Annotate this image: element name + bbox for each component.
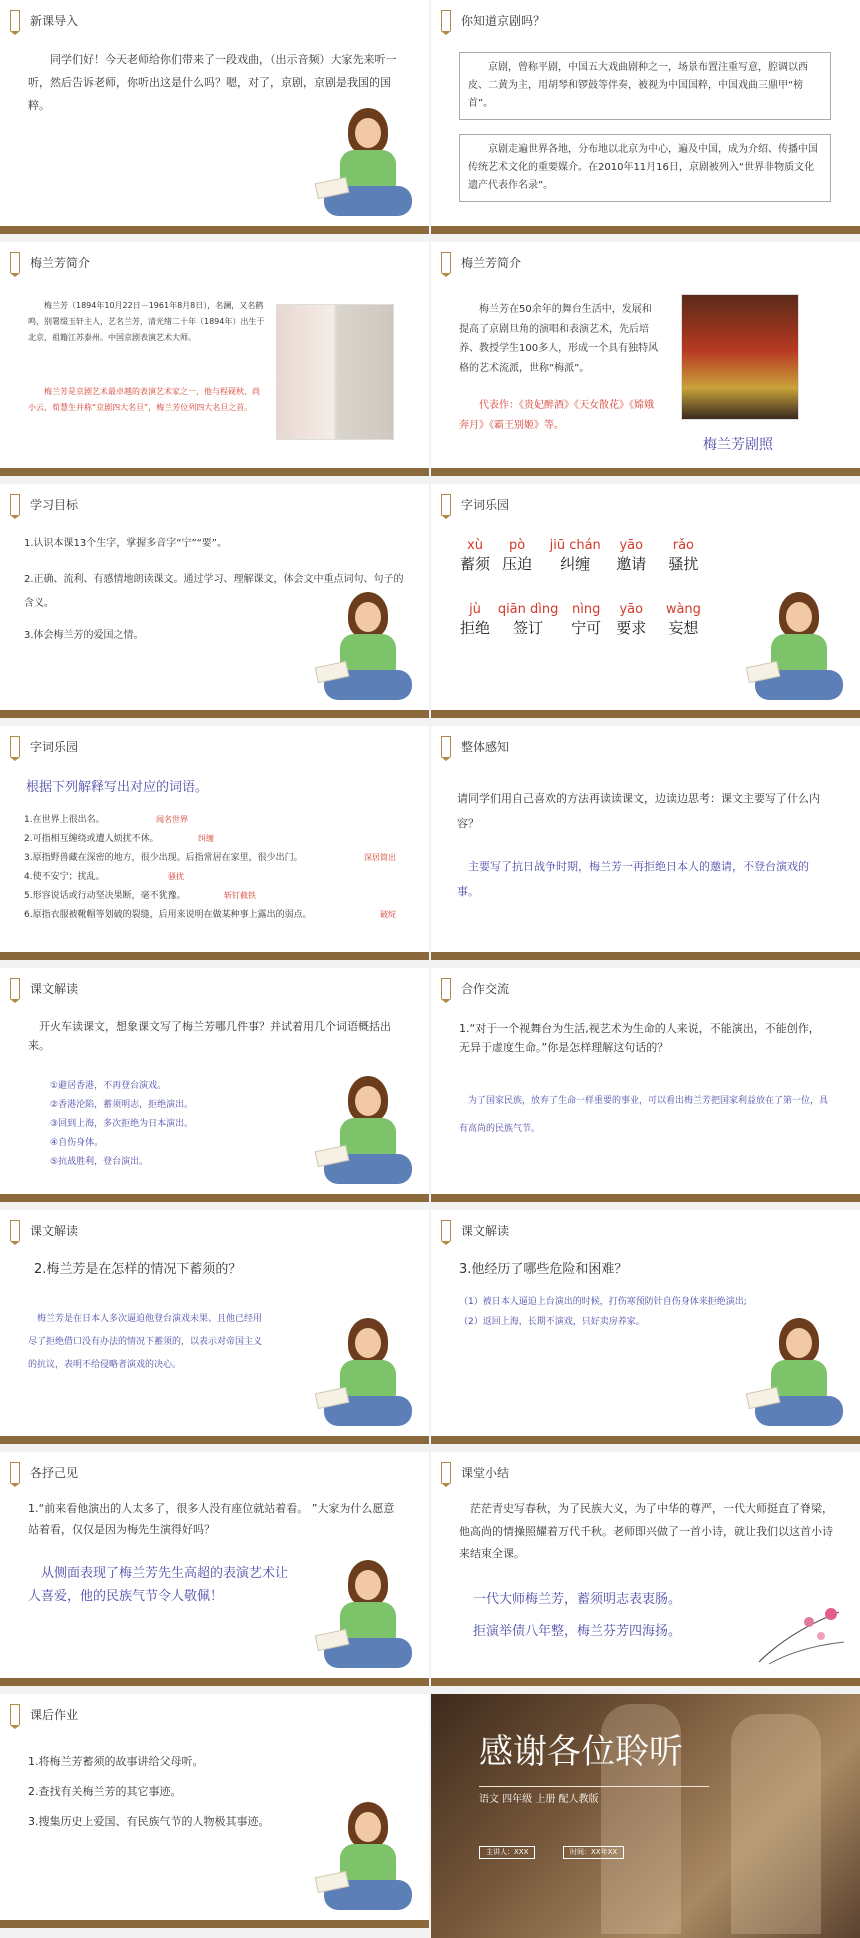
slide-header <box>441 494 509 515</box>
slide-header <box>441 252 521 273</box>
answer-text: 梅兰芳是在日本人多次逼迫他登台演戏未果、且他已经用尽了拒绝借口没有办法的情况下蓄须的，以表示对帝国主义的抗议，表明不给侵略者演戏的决心。 <box>28 1314 263 1370</box>
slide-mei-intro-1 <box>0 242 429 476</box>
slide-header <box>10 978 78 999</box>
slide-title: 合作交流 <box>461 982 510 996</box>
info-box: 京剧走遍世界各地，分布地以北京为中心，遍及中国，成为介绍、传播中国传统艺术文化的重要媒介。在2010年11月16日，京剧被列入“世界非物质文化遗产代表作名录”。 <box>459 134 831 202</box>
answer-text: 为了国家民族，放弃了生命一样重要的事业，可以看出梅兰芳把国家利益放在了第一位，具有高尚的民族气节。 <box>459 1096 829 1134</box>
slide-intro <box>0 0 429 234</box>
slide-homework <box>0 1694 429 1928</box>
event-item: ③回到上海，多次拒绝为日本演出。 <box>50 1119 194 1129</box>
bookmark-icon <box>441 736 451 757</box>
bookmark-icon <box>10 10 20 31</box>
slide-footer-bar <box>431 710 860 718</box>
question-text: 开火车读课文，想象课文写了梅兰芳哪几件事？并试着用几个词语概括出来。 <box>28 1020 391 1052</box>
question-text: 1.“对于一个视舞台为生活,视艺术为生命的人来说，不能演出，不能创作，无异于虚度生命。”你是怎样理解这句话的？ <box>459 1022 820 1054</box>
slide-title: 课后作业 <box>30 1708 79 1722</box>
slide-vocab-pinyin <box>431 484 860 718</box>
opera-figure-image <box>731 1714 821 1934</box>
answer-text: 破绽 <box>380 910 396 919</box>
vocab-word: 要求 <box>616 619 647 637</box>
goal-item: 1.认识本课13个生字，掌握多音字“宁”“要”。 <box>24 538 227 549</box>
slide-header <box>10 736 78 757</box>
slide-header <box>441 736 509 757</box>
definition-item: 3.原指野兽藏在深密的地方，很少出现。后指常居在家里，很少出门。 <box>24 853 303 863</box>
slide-header <box>10 1462 78 1483</box>
slide-title: 课文解读 <box>30 1224 79 1238</box>
slide-overall-perception <box>431 726 860 960</box>
bookmark-icon <box>441 1220 451 1241</box>
pinyin: nìng <box>572 602 601 617</box>
slide-title: 学习目标 <box>30 498 79 512</box>
bookmark-icon <box>10 1220 20 1241</box>
bookmark-icon <box>10 252 20 273</box>
question-text: 请同学们用自己喜欢的方法再读读课文，边读边思考：课文主要写了什么内容？ <box>457 792 820 831</box>
slide-header <box>10 252 90 273</box>
slide-footer-bar <box>431 226 860 234</box>
vocab-word: 签订 <box>513 619 544 637</box>
works-text <box>459 396 661 435</box>
reading-girl-image <box>749 1318 849 1440</box>
bio-highlight: 梅兰芳是京剧艺术最卓越的表演艺术家之一，他与程砚秋、尚小云、荀慧生并称“京剧四大名旦”，梅兰芳位列四大名旦之首。 <box>28 387 260 412</box>
works-label: 代表作： <box>479 400 519 411</box>
slide-title: 梅兰芳简介 <box>461 256 522 270</box>
slide-header <box>10 494 78 515</box>
slide-title: 字词乐园 <box>461 498 510 512</box>
bookmark-icon <box>441 1462 451 1483</box>
slide-title: 课堂小结 <box>461 1466 510 1480</box>
vocab-word: 蓄须 <box>459 555 490 573</box>
homework-item: 3.搜集历史上爱国、有民族气节的人物极其事迹。 <box>28 1815 270 1828</box>
slide-learning-goals <box>0 484 429 718</box>
answer-text: 骚扰 <box>168 872 184 881</box>
slide-title: 整体感知 <box>461 740 510 754</box>
slide-header <box>10 1220 78 1241</box>
bookmark-icon <box>10 1704 20 1725</box>
vocab-word: 宁可 <box>571 619 602 637</box>
orchid-icon <box>749 1592 849 1672</box>
slide-header <box>441 10 545 31</box>
slide-title: 各抒己见 <box>30 1466 79 1480</box>
slide-footer-bar <box>431 1436 860 1444</box>
answer-text: 纠缠 <box>198 834 214 843</box>
bookmark-icon <box>441 978 451 999</box>
pinyin: xù <box>467 538 483 553</box>
slide-footer-bar <box>431 952 860 960</box>
hardship-item: （2）返回上海，长期不演戏，只好卖房养家。 <box>459 1317 645 1327</box>
stage-photo-image <box>681 294 799 420</box>
slide-title: 你知道京剧吗？ <box>461 14 546 28</box>
pinyin: wàng <box>665 602 701 617</box>
event-item: ④自伤身体。 <box>50 1138 104 1148</box>
slide-mei-intro-2 <box>431 242 860 476</box>
exercise-heading: 根据下列解释写出对应的词语。 <box>26 780 209 795</box>
homework-item: 2.查找有关梅兰芳的其它事迹。 <box>28 1785 182 1798</box>
course-info: 语文 四年级 上册 配人教版 <box>479 1794 599 1805</box>
career-text: 梅兰芳在50余年的舞台生活中，发展和提高了京剧旦角的演唱和表演艺术，先后培养、教授学生100多人，形成一个具有独特风格的艺术流派，世称“梅派”。 <box>459 304 659 374</box>
summary-text: 茫茫青史写春秋，为了民族大义，为了中华的尊严，一代大师挺直了脊梁，他高尚的情操照耀着万代千秋。老师即兴做了一首小诗，就让我们以这首小诗来结束全课。 <box>459 1502 833 1561</box>
vocab-row-2 <box>459 598 711 638</box>
bookmark-icon <box>441 10 451 31</box>
vocab-word: 压迫 <box>502 555 533 573</box>
slide-footer-bar <box>0 1920 429 1928</box>
slide-footer-bar <box>431 1678 860 1686</box>
bookmark-icon <box>441 252 451 273</box>
homework-item: 1.将梅兰芳蓄须的故事讲给父母听。 <box>28 1755 204 1768</box>
definition-item: 5.形容说话或行动坚决果断，毫不犹豫。 <box>24 891 186 901</box>
pinyin: yāo <box>619 602 644 617</box>
slide-title: 课文解读 <box>461 1224 510 1238</box>
slide-text-analysis-3 <box>431 1210 860 1444</box>
slide-footer-bar <box>431 468 860 476</box>
question-text: 3.他经历了哪些危险和困难？ <box>459 1262 628 1277</box>
pinyin: pò <box>508 538 526 553</box>
slide-footer-bar <box>0 468 429 476</box>
slide-footer-bar <box>0 710 429 718</box>
slide-header <box>441 1462 509 1483</box>
bookmark-icon <box>10 494 20 515</box>
vocab-row-1 <box>459 534 711 574</box>
poem-line: 拒演举债八年整，梅兰芬芳四海扬。 <box>473 1624 682 1639</box>
event-item: ⑤抗战胜利，登台演出。 <box>50 1157 149 1167</box>
divider <box>479 1786 709 1787</box>
question-text: 1.“前来看他演出的人太多了，很多人没有座位就站着看。 ”大家为什么愿意站着看，仅仅是因为梅先生演得好吗？ <box>28 1502 395 1537</box>
reading-girl-image <box>318 1318 418 1440</box>
pinyin: jù <box>469 602 481 617</box>
answer-text: 闻名世界 <box>156 815 188 824</box>
date-tag: 时间：XX年XX <box>563 1846 624 1859</box>
info-box: 京剧，曾称平剧，中国五大戏曲剧种之一，场景布置注重写意，腔调以西皮、二黄为主，用胡琴和锣鼓等伴奏，被视为中国国粹，中国戏曲三鼎甲“榜首”。 <box>459 52 831 120</box>
event-item: ②香港沦陷，蓄须明志，拒绝演出。 <box>50 1100 194 1110</box>
poem-line: 一代大师梅兰芳，蓄须明志表衷肠。 <box>473 1592 682 1607</box>
reading-girl-image <box>318 1802 418 1924</box>
pinyin: rǎo <box>672 538 694 553</box>
reading-girl-image <box>318 1560 418 1682</box>
slide-footer-bar <box>0 1678 429 1686</box>
slide-footer-bar <box>0 1194 429 1202</box>
vocab-word: 妄想 <box>668 619 699 637</box>
slide-header <box>10 1704 78 1725</box>
reading-girl-image <box>318 108 418 230</box>
photo-caption: 梅兰芳剧照 <box>703 437 773 453</box>
goal-item: 3.体会梅兰芳的爱国之情。 <box>24 630 144 641</box>
pinyin: yāo <box>619 538 644 553</box>
slide-vocab-definitions <box>0 726 429 960</box>
bookmark-icon <box>10 1462 20 1483</box>
question-text: 2.梅兰芳是在怎样的情况下蓄须的？ <box>34 1262 242 1277</box>
pinyin: qiān dìng <box>497 602 559 617</box>
slide-about-peking-opera <box>431 0 860 234</box>
slide-footer-bar <box>0 952 429 960</box>
slide-header <box>10 10 78 31</box>
slide-title: 新课导入 <box>30 14 79 28</box>
vocab-word: 纠缠 <box>560 555 591 573</box>
slide-cooperation <box>431 968 860 1202</box>
reading-girl-image <box>318 1076 418 1198</box>
slide-footer-bar <box>0 226 429 234</box>
pinyin: jiū chán <box>549 538 601 553</box>
event-item: ①避居香港，不再登台演戏。 <box>50 1081 167 1091</box>
definition-item: 2.可指相互缠绕或遭人烦扰不休。 <box>24 834 159 844</box>
answer-text: 斩钉截铁 <box>224 891 256 900</box>
slide-header <box>441 1220 509 1241</box>
bookmark-icon <box>441 494 451 515</box>
bio-text: 梅兰芳（1894年10月22日－1961年8月8日），名澜，又名鹤鸣，别署缀玉轩主人，艺名兰芳，清光绪二十年（1894年）出生于北京，祖籍江苏泰州。中国京剧表演艺术大师。 <box>28 301 265 342</box>
answer-text: 深居简出 <box>364 853 396 862</box>
slide-footer-bar <box>431 1194 860 1202</box>
slide-header <box>441 978 509 999</box>
slide-text-analysis-1 <box>0 968 429 1202</box>
bookmark-icon <box>10 978 20 999</box>
slide-text-analysis-2 <box>0 1210 429 1444</box>
mei-portrait-image <box>276 304 394 440</box>
slide-summary <box>431 1452 860 1686</box>
reading-girl-image <box>749 592 849 714</box>
slide-title: 梅兰芳简介 <box>30 256 91 270</box>
answer-text: 从侧面表现了梅兰芳先生高超的表演艺术让人喜爱，他的民族气节令人敬佩！ <box>28 1566 289 1605</box>
works-list: 《贵妃醉酒》《天女散花》《嫦娥奔月》《霸王别姬》等。 <box>459 400 654 431</box>
slide-title: 字词乐园 <box>30 740 79 754</box>
slide-title: 课文解读 <box>30 982 79 996</box>
slide-footer-bar <box>0 1436 429 1444</box>
intro-text: 同学们好！今天老师给你们带来了一段戏曲，（出示音频）大家先来听一听，然后告诉老师，你听出这是什么吗？嗯，对了，京剧，京剧是我国的国粹。 <box>28 53 397 113</box>
presenter-tag: 主讲人：XXX <box>479 1846 535 1859</box>
answer-text: 主要写了抗日战争时期，梅兰芳一再拒绝日本人的邀请，不登台演戏的事。 <box>457 860 809 899</box>
vocab-word: 骚扰 <box>668 555 699 573</box>
goal-item: 2.正确、流利、有感情地朗读课文。通过学习、理解课文，体会文中重点词句、句子的含义。 <box>24 574 404 609</box>
vocab-word: 拒绝 <box>459 619 490 637</box>
thanks-title: 感谢各位聆听 <box>479 1732 683 1772</box>
bookmark-icon <box>10 736 20 757</box>
reading-girl-image <box>318 592 418 714</box>
slide-opinions <box>0 1452 429 1686</box>
definition-item: 1.在世界上很出名。 <box>24 815 105 825</box>
slide-thanks <box>431 1694 860 1938</box>
definition-item: 6.原指衣服被靴帽等划破的裂缝，后用来说明在做某种事上露出的弱点。 <box>24 910 312 920</box>
hardship-item: （1）被日本人逼迫上台演出的时候，打伤寒预防针自伤身体来拒绝演出; <box>459 1297 747 1307</box>
vocab-word: 邀请 <box>616 555 647 573</box>
definition-item: 4.使不安宁；扰乱。 <box>24 872 105 882</box>
